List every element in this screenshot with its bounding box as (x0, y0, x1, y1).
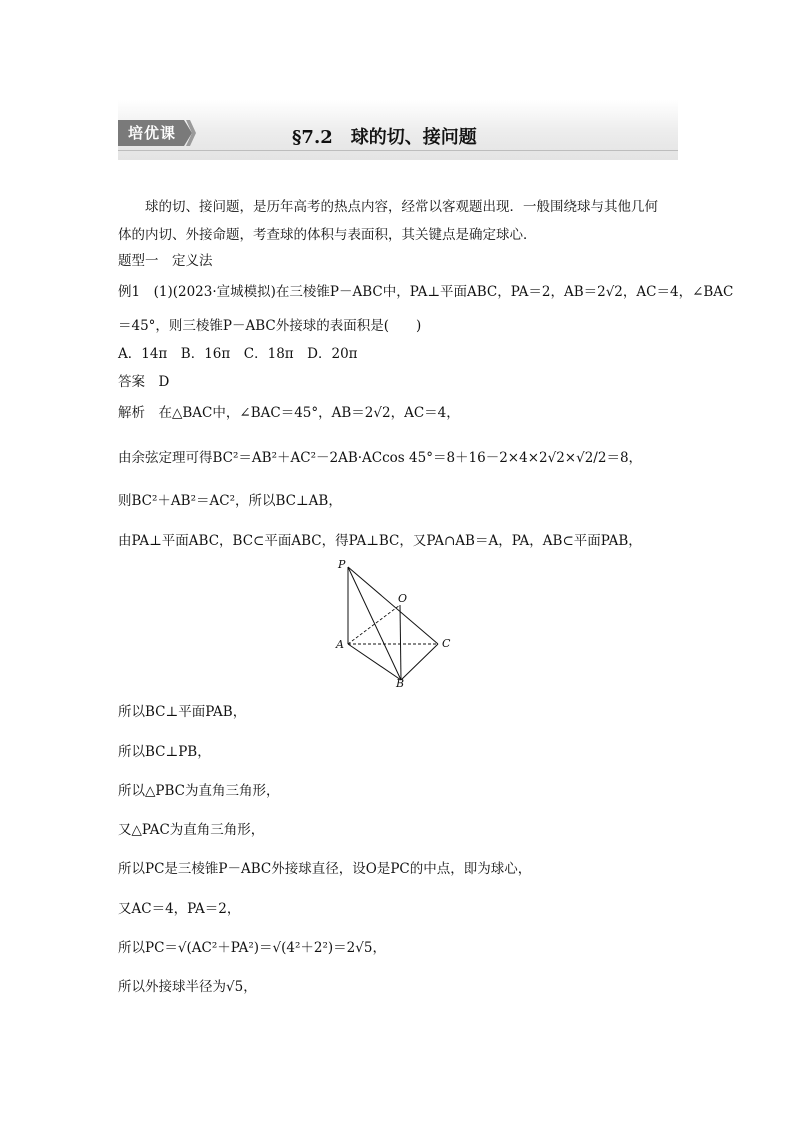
vertex-label-c: C (442, 637, 451, 650)
solution-line-11: 所以PC＝√(AC²＋PA²)＝√(4²＋2²)＝2√5， (118, 940, 386, 956)
solution-line-7: 所以△PBC为直角三角形， (118, 783, 280, 799)
intro-line-1: 球的切、接问题，是历年高考的热点内容，经常以客观题出现．一般围绕球与其他几何 (145, 199, 658, 215)
vertex-label-p: P (338, 558, 346, 571)
example-options: A．14π B．16π C．18π D．20π (118, 346, 358, 362)
solution-line-3: 则BC²＋AB²＝AC²，所以BC⊥AB， (118, 493, 342, 509)
solution-line-1: 解析 在△BAC中，∠BAC＝45°，AB＝2√2，AC＝4， (118, 405, 460, 421)
solution-line-4: 由PA⊥平面ABC，BC⊂平面ABC，得PA⊥BC，又PA∩AB＝A，PA，AB⊂平面PAB， (118, 533, 642, 549)
topic-heading: 题型一 定义法 (118, 253, 213, 269)
solution-line-8: 又△PAC为直角三角形， (118, 822, 265, 838)
solution-line-10: 又AC＝4，PA＝2， (118, 901, 241, 917)
vertex-label-o: O (398, 592, 408, 605)
answer-line: 答案 D (118, 374, 170, 390)
solution-line-6: 所以BC⊥PB， (118, 744, 211, 760)
example-line-1: 例1 (1)(2023·宣城模拟)在三棱锥P－ABC中，PA⊥平面ABC，PA＝2，AB＝2√2，AC＝4，∠BAC (118, 284, 734, 300)
example-line-2: ＝45°，则三棱锥P－ABC外接球的表面积是( ) (118, 318, 422, 334)
course-badge (118, 120, 196, 146)
badge-label: 培优课 (127, 124, 176, 142)
solution-line-2: 由余弦定理可得BC²＝AB²＋AC²－2AB·ACcos 45°＝8＋16－2×4×2√2×√2/2＝8， (118, 450, 643, 466)
tetrahedron-diagram (336, 560, 460, 692)
solution-line-9: 所以PC是三棱锥P－ABC外接球直径，设O是PC的中点，即为球心， (118, 861, 532, 877)
section-title: §7.2 球的切、接问题 (292, 127, 477, 148)
header-divider (118, 150, 678, 151)
intro-line-2: 体的内切、外接命题，考查球的体积与表面积，其关键点是确定球心． (118, 227, 537, 243)
vertex-label-a: A (336, 638, 344, 651)
tetrahedron-figure (336, 560, 460, 692)
solution-line-5: 所以BC⊥平面PAB， (118, 704, 247, 720)
vertex-label-b: B (396, 677, 405, 690)
solution-line-12: 所以外接球半径为√5， (118, 979, 257, 995)
